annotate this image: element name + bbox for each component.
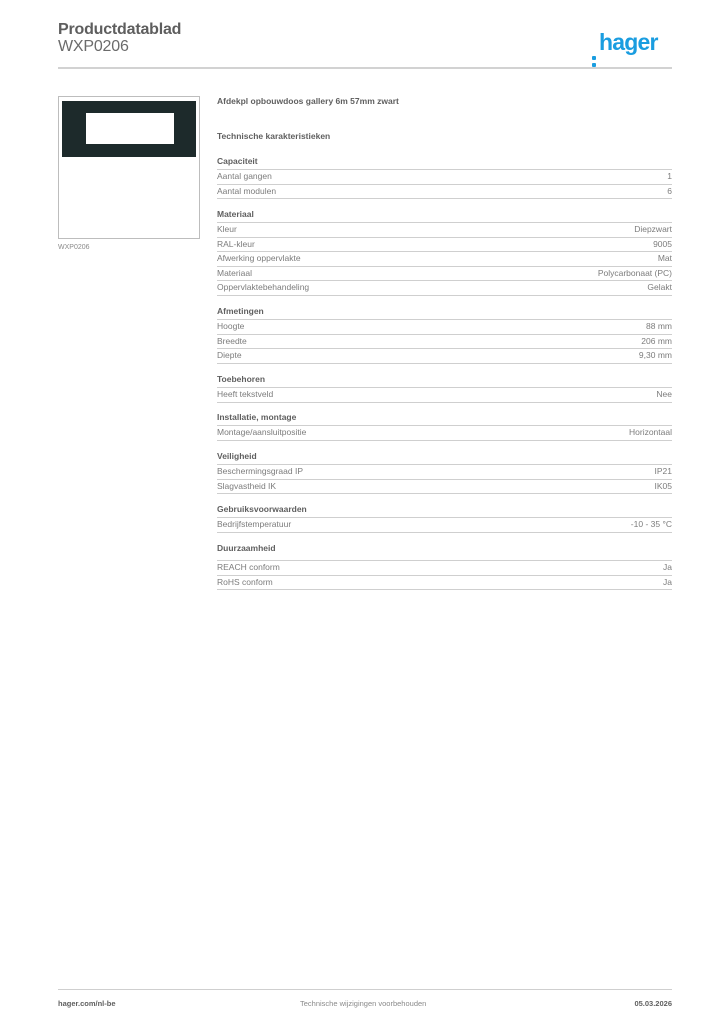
spec-row xyxy=(217,349,672,364)
spec-row xyxy=(217,223,672,238)
spec-row xyxy=(217,267,672,282)
spec-label: Breedte xyxy=(217,335,247,346)
spec-label: REACH conform xyxy=(217,562,280,572)
spec-label: Oppervlaktebehandeling xyxy=(217,282,310,293)
spec-label: Slagvastheid IK xyxy=(217,480,277,491)
section-afmetingen xyxy=(217,305,672,364)
section-installatie-montage xyxy=(217,411,672,441)
product-code: WXP0206 xyxy=(58,38,129,55)
spec-label: Aantal gangen xyxy=(217,171,272,181)
spec-label: RAL-kleur xyxy=(217,238,255,249)
spec-label: Heeft tekstveld xyxy=(217,389,274,399)
cover-plate-icon xyxy=(62,101,196,157)
technical-characteristics-title: Technische karakteristieken xyxy=(217,131,331,141)
spec-value: Nee xyxy=(656,389,672,399)
section-veiligheid xyxy=(217,450,672,494)
footer-divider xyxy=(58,989,672,990)
section-title: Installatie, montage xyxy=(217,411,672,426)
spec-row xyxy=(217,518,672,533)
spec-row xyxy=(217,170,672,185)
footer-date: 05.03.2026 xyxy=(634,999,672,1008)
spec-value: Diepzwart xyxy=(634,224,672,234)
spec-value: Horizontaal xyxy=(629,427,672,437)
spec-row xyxy=(217,320,672,335)
hager-logo xyxy=(592,29,658,56)
image-caption: WXP0206 xyxy=(58,244,90,251)
spec-label: Afwerking oppervlakte xyxy=(217,253,301,264)
section-title: Gebruiksvoorwaarden xyxy=(217,503,672,518)
spec-value: 6 xyxy=(667,185,672,196)
spec-row xyxy=(217,238,672,253)
section-duurzaamheid xyxy=(217,542,672,590)
spec-row xyxy=(217,185,672,200)
spec-row xyxy=(217,576,672,591)
spec-value: Mat xyxy=(657,253,672,264)
plate-opening xyxy=(86,113,174,144)
spec-value: 1 xyxy=(667,171,672,181)
spec-label: Diepte xyxy=(217,350,242,361)
spec-value: IP21 xyxy=(654,466,672,476)
header-divider xyxy=(58,67,672,69)
section-title: Toebehoren xyxy=(217,373,672,388)
spec-label: RoHS conform xyxy=(217,576,273,587)
spec-value: IK05 xyxy=(654,480,672,491)
spec-value: Ja xyxy=(663,562,672,572)
spec-row xyxy=(217,281,672,296)
spec-label: Aantal modulen xyxy=(217,185,277,196)
spec-value: 206 mm xyxy=(641,335,672,346)
spec-row xyxy=(217,335,672,350)
section-title: Materiaal xyxy=(217,208,672,223)
spec-value: 9,30 mm xyxy=(638,350,672,361)
spec-value: Ja xyxy=(663,576,672,587)
spec-label: Materiaal xyxy=(217,267,252,278)
spec-value: -10 - 35 °C xyxy=(630,519,672,529)
spec-row xyxy=(217,480,672,495)
section-title: Capaciteit xyxy=(217,155,672,170)
spec-value: 9005 xyxy=(653,238,672,249)
product-name: Afdekpl opbouwdoos gallery 6m 57mm zwart xyxy=(217,96,399,106)
spec-label: Bedrijfstemperatuur xyxy=(217,519,292,529)
spec-label: Hoogte xyxy=(217,321,245,331)
spec-row xyxy=(217,388,672,403)
spec-value: Gelakt xyxy=(647,282,672,293)
logo-text: hager xyxy=(599,29,658,55)
section-title: Veiligheid xyxy=(217,450,672,465)
product-image xyxy=(58,96,200,239)
section-gebruiksvoorwaarden xyxy=(217,503,672,533)
spec-value: Polycarbonaat (PC) xyxy=(597,267,672,278)
section-toebehoren xyxy=(217,373,672,403)
spec-row xyxy=(217,561,672,576)
spec-label: Beschermingsgraad IP xyxy=(217,466,303,476)
spec-label: Kleur xyxy=(217,224,237,234)
page-title: Productdatablad xyxy=(58,21,182,38)
spec-row xyxy=(217,465,672,480)
spec-value: 88 mm xyxy=(646,321,672,331)
footer-website-link[interactable]: hager.com/nl-be xyxy=(58,999,116,1008)
section-title: Afmetingen xyxy=(217,305,672,320)
spec-row xyxy=(217,252,672,267)
section-materiaal xyxy=(217,208,672,296)
footer-disclaimer: Technische wijzigingen voorbehouden xyxy=(300,999,427,1008)
spec-label: Montage/aansluitpositie xyxy=(217,427,307,437)
spec-row xyxy=(217,426,672,441)
section-title: Duurzaamheid xyxy=(217,542,672,561)
section-capaciteit xyxy=(217,155,672,199)
